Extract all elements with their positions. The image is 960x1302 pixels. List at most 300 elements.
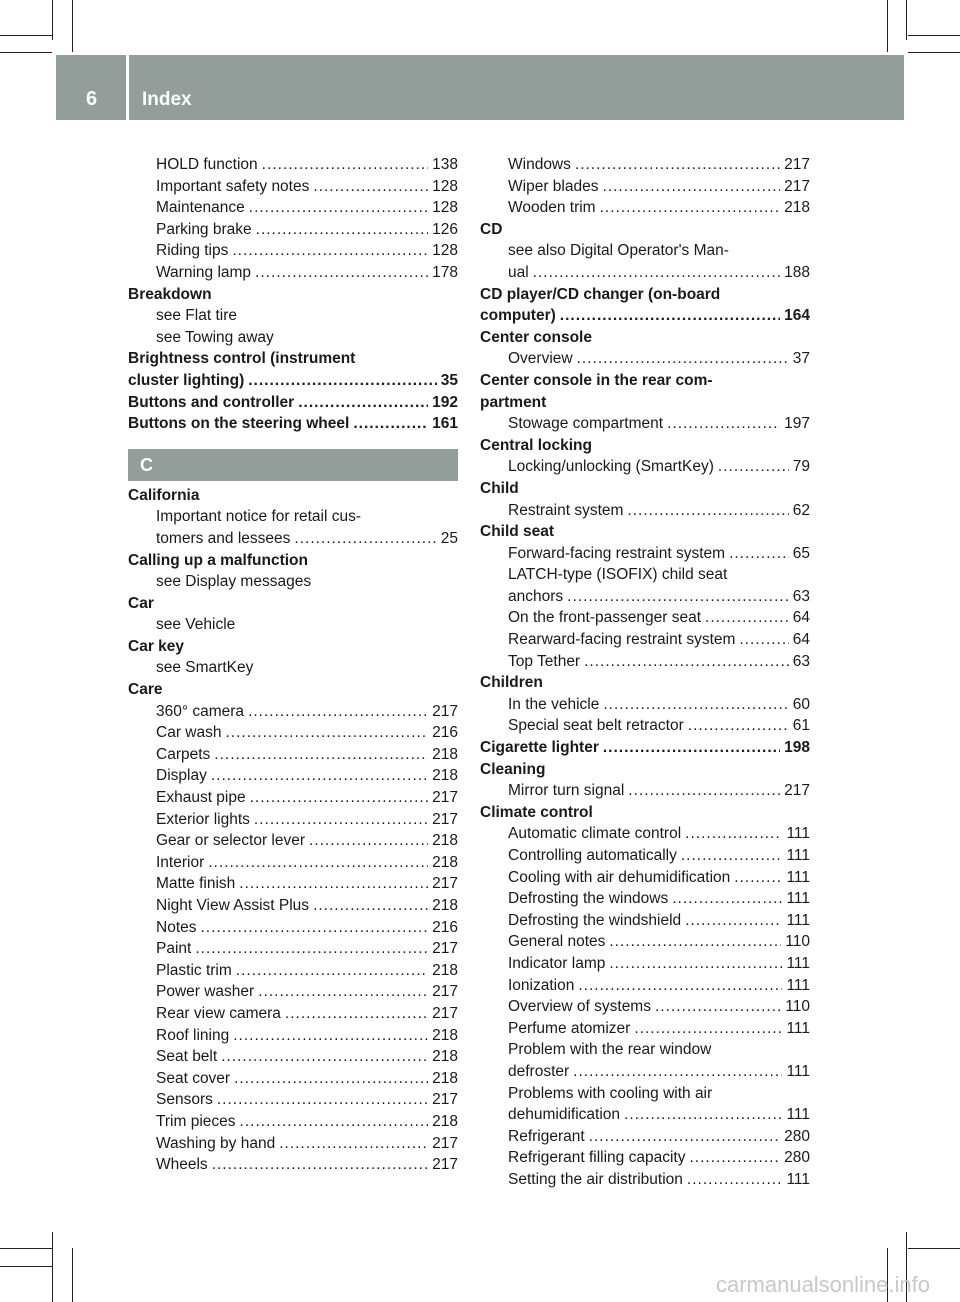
index-entry-text: Seat cover xyxy=(156,1069,231,1087)
index-list xyxy=(480,154,810,1191)
dot-leader xyxy=(254,809,428,831)
dot-leader xyxy=(577,348,789,370)
index-entry xyxy=(128,1111,458,1133)
dot-leader xyxy=(249,197,428,219)
index-entry xyxy=(480,867,810,889)
index-entry-text: Gear or selector lever xyxy=(156,832,306,850)
index-entry-text: Problem with the rear window xyxy=(508,1041,712,1059)
dot-leader xyxy=(687,1169,783,1191)
index-entry-page: 111 xyxy=(786,825,810,843)
index-entry-text: Wiper blades xyxy=(508,177,599,195)
crop-mark xyxy=(72,1248,73,1302)
index-entry xyxy=(480,910,810,932)
index-entry-text: Problems with cooling with air xyxy=(508,1084,713,1102)
index-entry xyxy=(480,1083,810,1105)
index-entry-page: 138 xyxy=(432,156,458,173)
index-entry-text: Center console xyxy=(480,328,592,346)
index-entry xyxy=(480,694,810,716)
index-entry-page: 60 xyxy=(792,695,810,713)
index-entry xyxy=(128,787,458,809)
index-entry xyxy=(128,485,458,507)
index-entry-text: Windows xyxy=(508,156,571,173)
index-entry xyxy=(480,456,810,478)
index-entry xyxy=(480,629,810,651)
index-entry-text: Exhaust pipe xyxy=(156,789,246,807)
index-entry xyxy=(480,1039,810,1061)
index-entry-text: Perfume atomizer xyxy=(508,1019,631,1037)
crop-mark xyxy=(72,0,73,52)
dot-leader xyxy=(240,1111,429,1133)
index-entry-text: HOLD function xyxy=(156,156,258,173)
index-entry-text: Rear view camera xyxy=(156,1004,281,1022)
index-entry-text: Setting the air distribution xyxy=(508,1170,683,1188)
index-entry-page: 218 xyxy=(432,745,458,763)
crop-mark xyxy=(0,1266,52,1267)
index-entry-page: 62 xyxy=(792,501,810,519)
index-entry-text: Plastic trim xyxy=(156,961,232,979)
index-entry-text: Matte finish xyxy=(156,875,236,893)
index-entry xyxy=(480,262,810,284)
index-entry xyxy=(480,1061,810,1083)
index-entry-text: Sensors xyxy=(156,1091,213,1109)
index-entry-text: California xyxy=(128,486,200,504)
dot-leader xyxy=(560,305,780,327)
index-entry xyxy=(128,722,458,744)
index-entry-page: 218 xyxy=(432,897,458,914)
index-entry-page: 65 xyxy=(792,544,810,562)
index-entry-page: 178 xyxy=(432,263,458,281)
index-entry xyxy=(128,1025,458,1047)
index-entry xyxy=(480,305,810,327)
index-entry xyxy=(128,327,458,349)
index-entry-text: Warning lamp xyxy=(156,263,252,281)
index-entry xyxy=(128,960,458,982)
index-entry xyxy=(480,413,810,435)
index-entry-page: 111 xyxy=(786,847,810,864)
index-entry xyxy=(480,759,810,781)
index-entry-text: Indicator lamp xyxy=(508,954,606,972)
index-entry-text: Power washer xyxy=(156,983,255,1001)
index-entry-text: In the vehicle xyxy=(508,695,600,713)
index-entry-text: Car key xyxy=(128,637,185,655)
index-entry xyxy=(128,262,458,284)
index-entry xyxy=(128,981,458,1003)
page-header xyxy=(56,55,904,120)
index-entry xyxy=(480,1126,810,1148)
index-entry xyxy=(480,737,810,759)
index-entry xyxy=(128,765,458,787)
index-entry-text: Defrosting the windshield xyxy=(508,911,682,929)
index-entry-text: Overview of systems xyxy=(508,998,651,1016)
crop-mark xyxy=(0,35,52,36)
index-entry-page: 110 xyxy=(785,998,810,1016)
dot-leader xyxy=(248,370,437,392)
dot-leader xyxy=(688,715,789,737)
dot-leader xyxy=(285,1003,428,1025)
index-entry xyxy=(128,809,458,831)
index-entry xyxy=(480,500,810,522)
index-entry-text: Important safety notes xyxy=(156,177,310,195)
index-entry-text: Forward-facing restraint system xyxy=(508,544,726,562)
dot-leader xyxy=(298,392,428,414)
index-entry-text: Brightness control (instrument xyxy=(128,350,356,368)
index-entry-page: 218 xyxy=(432,1069,458,1087)
index-entry-text: Car xyxy=(128,594,154,612)
index-entry-text: General notes xyxy=(508,933,606,951)
dot-leader xyxy=(262,154,428,176)
index-entry-page: 37 xyxy=(792,350,810,368)
dot-leader xyxy=(681,845,783,867)
index-entry-page: 64 xyxy=(792,631,810,649)
index-entry xyxy=(128,413,458,435)
index-entry-text: see SmartKey xyxy=(156,659,254,677)
dot-leader xyxy=(578,975,782,997)
index-entry xyxy=(480,780,810,802)
index-entry-page: 188 xyxy=(784,263,810,281)
dot-leader xyxy=(628,780,780,802)
index-entry-text: Rearward-facing restraint system xyxy=(508,631,736,649)
dot-leader xyxy=(208,852,428,874)
index-entry-text: Roof lining xyxy=(156,1026,230,1044)
index-entry xyxy=(480,154,810,176)
dot-leader xyxy=(567,586,789,608)
index-entry-page: 110 xyxy=(785,933,810,951)
watermark: carmanualsonline.info xyxy=(715,1272,930,1297)
dot-leader xyxy=(689,1147,780,1169)
dot-leader xyxy=(739,629,788,651)
dot-leader xyxy=(234,1068,428,1090)
index-entry xyxy=(480,845,810,867)
index-entry-text: Exterior lights xyxy=(156,810,250,828)
index-entry xyxy=(128,1133,458,1155)
index-entry-page: 35 xyxy=(440,371,458,389)
dot-leader xyxy=(672,888,782,910)
index-entry-page: 111 xyxy=(786,890,810,908)
index-entry-text: Mirror turn signal xyxy=(508,782,625,800)
index-entry-page: 218 xyxy=(432,1048,458,1066)
index-entry-page: 63 xyxy=(792,587,810,605)
index-entry-text: CD xyxy=(480,220,503,238)
index-entry xyxy=(128,636,458,658)
dot-leader xyxy=(573,1061,782,1083)
dot-leader xyxy=(655,996,781,1018)
index-entry xyxy=(128,1089,458,1111)
index-entry-text: Locking/unlocking (SmartKey) xyxy=(508,458,714,476)
crop-mark xyxy=(908,35,960,36)
index-entry-page: 198 xyxy=(784,739,810,757)
dot-leader xyxy=(705,607,789,629)
index-entry-text: Climate control xyxy=(480,803,593,821)
dot-leader xyxy=(212,1154,428,1176)
index-entry xyxy=(480,888,810,910)
index-entry xyxy=(128,657,458,679)
index-entry-page: 217 xyxy=(432,1156,458,1174)
index-entry-page: 217 xyxy=(432,983,458,1001)
index-entry-text: Riding tips xyxy=(156,242,229,260)
index-entry-text: cluster lighting) xyxy=(128,371,245,389)
index-entry-text: defroster xyxy=(508,1062,570,1080)
index-entry-page: 61 xyxy=(792,717,810,735)
index-entry-text: Stowage compartment xyxy=(508,415,664,433)
index-entry-page: 111 xyxy=(786,1106,810,1124)
index-entry xyxy=(480,1018,810,1040)
index-entry-page: 111 xyxy=(786,1062,810,1080)
index-entry-page: 218 xyxy=(432,832,458,850)
index-entry-text: Wooden trim xyxy=(508,199,596,217)
index-entry-page: 216 xyxy=(432,724,458,742)
index-entry-text: Defrosting the windows xyxy=(508,890,669,908)
crop-mark xyxy=(52,0,53,40)
dot-leader xyxy=(239,873,428,895)
crop-mark xyxy=(52,1232,53,1302)
index-entry-text: Important notice for retail cus- xyxy=(156,508,362,526)
index-entry-text: Paint xyxy=(156,940,192,958)
index-entry-page: 128 xyxy=(432,199,458,217)
index-entry xyxy=(128,240,458,262)
index-entry-text: Wheels xyxy=(156,1156,208,1174)
index-entry-page: 218 xyxy=(432,961,458,979)
dot-leader xyxy=(201,917,429,939)
index-entry-text: dehumidification xyxy=(508,1106,621,1124)
index-entry-text: Refrigerant xyxy=(508,1127,585,1145)
dot-leader xyxy=(533,262,780,284)
index-entry xyxy=(480,478,810,500)
index-entry-page: 111 xyxy=(786,954,810,972)
dot-leader xyxy=(627,500,788,522)
index-entry-text: Buttons and controller xyxy=(128,393,295,411)
index-entry xyxy=(480,543,810,565)
index-entry-text: see Vehicle xyxy=(156,616,236,634)
index-entry-text: partment xyxy=(480,393,547,411)
index-entry-text: Cooling with air dehumidification xyxy=(508,868,731,886)
dot-leader xyxy=(609,931,781,953)
index-entry-text: Buttons on the steering wheel xyxy=(128,415,350,433)
index-entry-page: 128 xyxy=(432,242,458,260)
index-entry xyxy=(480,715,810,737)
index-entry xyxy=(128,1154,458,1176)
dot-leader xyxy=(256,219,428,241)
index-entry xyxy=(480,1104,810,1126)
dot-leader xyxy=(634,1018,782,1040)
crop-mark xyxy=(0,52,52,53)
index-entry xyxy=(480,1169,810,1191)
page-number: 6 xyxy=(86,88,98,110)
dot-leader xyxy=(255,262,428,284)
index-entry xyxy=(480,607,810,629)
dot-leader xyxy=(313,895,428,917)
index-entry-text: Night View Assist Plus xyxy=(156,897,310,914)
dot-leader xyxy=(313,176,428,198)
index-entry-page: 161 xyxy=(432,415,458,433)
index-entry-text: computer) xyxy=(480,307,556,325)
index-entry-text: Parking brake xyxy=(156,220,252,238)
index-entry-text: see Display messages xyxy=(156,573,312,591)
index-entry-page: 217 xyxy=(432,940,458,958)
dot-leader xyxy=(729,543,789,565)
dot-leader xyxy=(600,197,781,219)
index-entry-text: CD player/CD changer (on-board xyxy=(480,285,721,303)
index-entry-text: Child xyxy=(480,479,519,497)
index-entry xyxy=(128,917,458,939)
index-entry-page: 111 xyxy=(786,1019,810,1037)
index-entry-text: Seat belt xyxy=(156,1048,218,1066)
index-entry-page: 164 xyxy=(784,307,810,325)
crop-mark xyxy=(908,52,960,53)
index-entry xyxy=(480,197,810,219)
index-entry-page: 218 xyxy=(432,853,458,871)
index-entry-text: Overview xyxy=(508,350,573,368)
dot-leader xyxy=(233,1025,428,1047)
index-entry xyxy=(480,564,810,586)
index-entry xyxy=(480,219,810,241)
index-entry-text: Special seat belt retractor xyxy=(508,717,684,735)
index-entry xyxy=(128,873,458,895)
index-entry xyxy=(128,305,458,327)
dot-leader xyxy=(195,938,428,960)
index-entry-text: Calling up a malfunction xyxy=(128,551,308,569)
index-entry-text: Maintenance xyxy=(156,199,245,217)
index-column-left xyxy=(128,154,458,1176)
dot-leader xyxy=(217,1089,428,1111)
dot-leader xyxy=(250,787,429,809)
index-entry-page: 217 xyxy=(432,875,458,893)
dot-leader xyxy=(258,981,428,1003)
index-entry-page: 111 xyxy=(786,976,810,994)
index-entry-text: 360° camera xyxy=(156,702,245,720)
index-entry-text: Cleaning xyxy=(480,760,546,778)
index-entry-page: 111 xyxy=(786,1170,810,1188)
index-entry xyxy=(128,1046,458,1068)
index-entry-page: 197 xyxy=(784,415,810,433)
dot-leader xyxy=(603,694,788,716)
index-entry xyxy=(480,651,810,673)
index-entry xyxy=(480,370,810,392)
index-entry xyxy=(128,176,458,198)
index-entry-page: 111 xyxy=(786,911,810,929)
index-entry xyxy=(128,284,458,306)
index-entry-page: 217 xyxy=(432,1134,458,1152)
index-entry xyxy=(128,614,458,636)
index-entry xyxy=(128,392,458,414)
index-entry-page: 126 xyxy=(432,220,458,238)
dot-leader xyxy=(236,960,428,982)
index-entry-text: see Flat tire xyxy=(156,307,237,325)
index-entry-text: Restraint system xyxy=(508,501,624,519)
index-entry-page: 217 xyxy=(432,702,458,720)
dot-leader xyxy=(353,413,428,435)
index-entry xyxy=(480,435,810,457)
index-entry xyxy=(480,284,810,306)
dot-leader xyxy=(667,413,780,435)
index-entry xyxy=(128,571,458,593)
index-entry xyxy=(480,240,810,262)
index-entry xyxy=(128,938,458,960)
index-entry-text: Refrigerant filling capacity xyxy=(508,1149,686,1167)
crop-mark xyxy=(908,1248,960,1249)
dot-leader xyxy=(685,823,782,845)
index-entry xyxy=(128,830,458,852)
index-entry-text: Notes xyxy=(156,918,197,936)
index-entry-text: Trim pieces xyxy=(156,1112,236,1130)
index-entry-page: 217 xyxy=(432,1091,458,1109)
index-entry xyxy=(480,802,810,824)
index-entry-text: see also Digital Operator's Man- xyxy=(508,242,729,260)
index-entry-text: Cigarette lighter xyxy=(480,739,599,757)
index-entry xyxy=(480,586,810,608)
index-entry-page: 79 xyxy=(792,458,810,476)
dot-leader xyxy=(225,722,428,744)
dot-leader xyxy=(589,1126,780,1148)
index-entry xyxy=(480,996,810,1018)
index-entry xyxy=(128,852,458,874)
index-entry xyxy=(480,521,810,543)
index-entry xyxy=(128,219,458,241)
index-entry xyxy=(480,931,810,953)
index-entry xyxy=(128,679,458,701)
dot-leader xyxy=(248,701,428,723)
dot-leader xyxy=(211,765,428,787)
index-entry-page: 217 xyxy=(432,1004,458,1022)
index-entry xyxy=(480,823,810,845)
crop-mark xyxy=(906,0,907,40)
index-list xyxy=(128,154,458,435)
index-entry xyxy=(480,348,810,370)
index-entry-text: Care xyxy=(128,681,163,699)
index-entry xyxy=(128,370,458,392)
index-entry-text: Washing by hand xyxy=(156,1134,276,1152)
dot-leader xyxy=(584,651,789,673)
crop-mark xyxy=(887,0,888,52)
index-entry-page: 25 xyxy=(440,529,458,547)
section-letter-header: C xyxy=(128,449,458,481)
index-entry-text: Center console in the rear com- xyxy=(480,371,713,389)
index-entry-page: 128 xyxy=(432,177,458,195)
page-title: Index xyxy=(142,89,192,110)
index-entry xyxy=(480,176,810,198)
dot-leader xyxy=(221,1046,428,1068)
header-divider xyxy=(126,55,129,120)
index-entry xyxy=(480,672,810,694)
index-entry xyxy=(128,1003,458,1025)
index-entry-text: Top Tether xyxy=(508,652,581,670)
index-list xyxy=(128,485,458,1176)
index-entry-page: 111 xyxy=(786,868,810,886)
index-entry-page: 218 xyxy=(432,1026,458,1044)
index-entry xyxy=(128,528,458,550)
index-entry-text: Breakdown xyxy=(128,285,212,303)
index-entry xyxy=(128,154,458,176)
dot-leader xyxy=(624,1104,782,1126)
index-entry xyxy=(128,550,458,572)
index-entry-text: Car wash xyxy=(156,724,222,742)
index-entry-text: Central locking xyxy=(480,436,592,454)
index-entry-page: 192 xyxy=(432,393,458,411)
dot-leader xyxy=(294,528,436,550)
index-entry xyxy=(128,593,458,615)
index-column-right xyxy=(480,154,810,1191)
index-entry xyxy=(480,1147,810,1169)
index-entry-text: Interior xyxy=(156,853,205,871)
crop-mark xyxy=(0,1248,52,1249)
dot-leader xyxy=(609,953,782,975)
index-entry xyxy=(128,348,458,370)
dot-leader xyxy=(214,744,428,766)
index-entry-page: 217 xyxy=(784,156,810,173)
index-entry-text: Children xyxy=(480,674,543,692)
index-entry xyxy=(480,392,810,414)
index-entry-text: Child seat xyxy=(480,523,555,541)
index-entry-page: 280 xyxy=(784,1149,810,1167)
